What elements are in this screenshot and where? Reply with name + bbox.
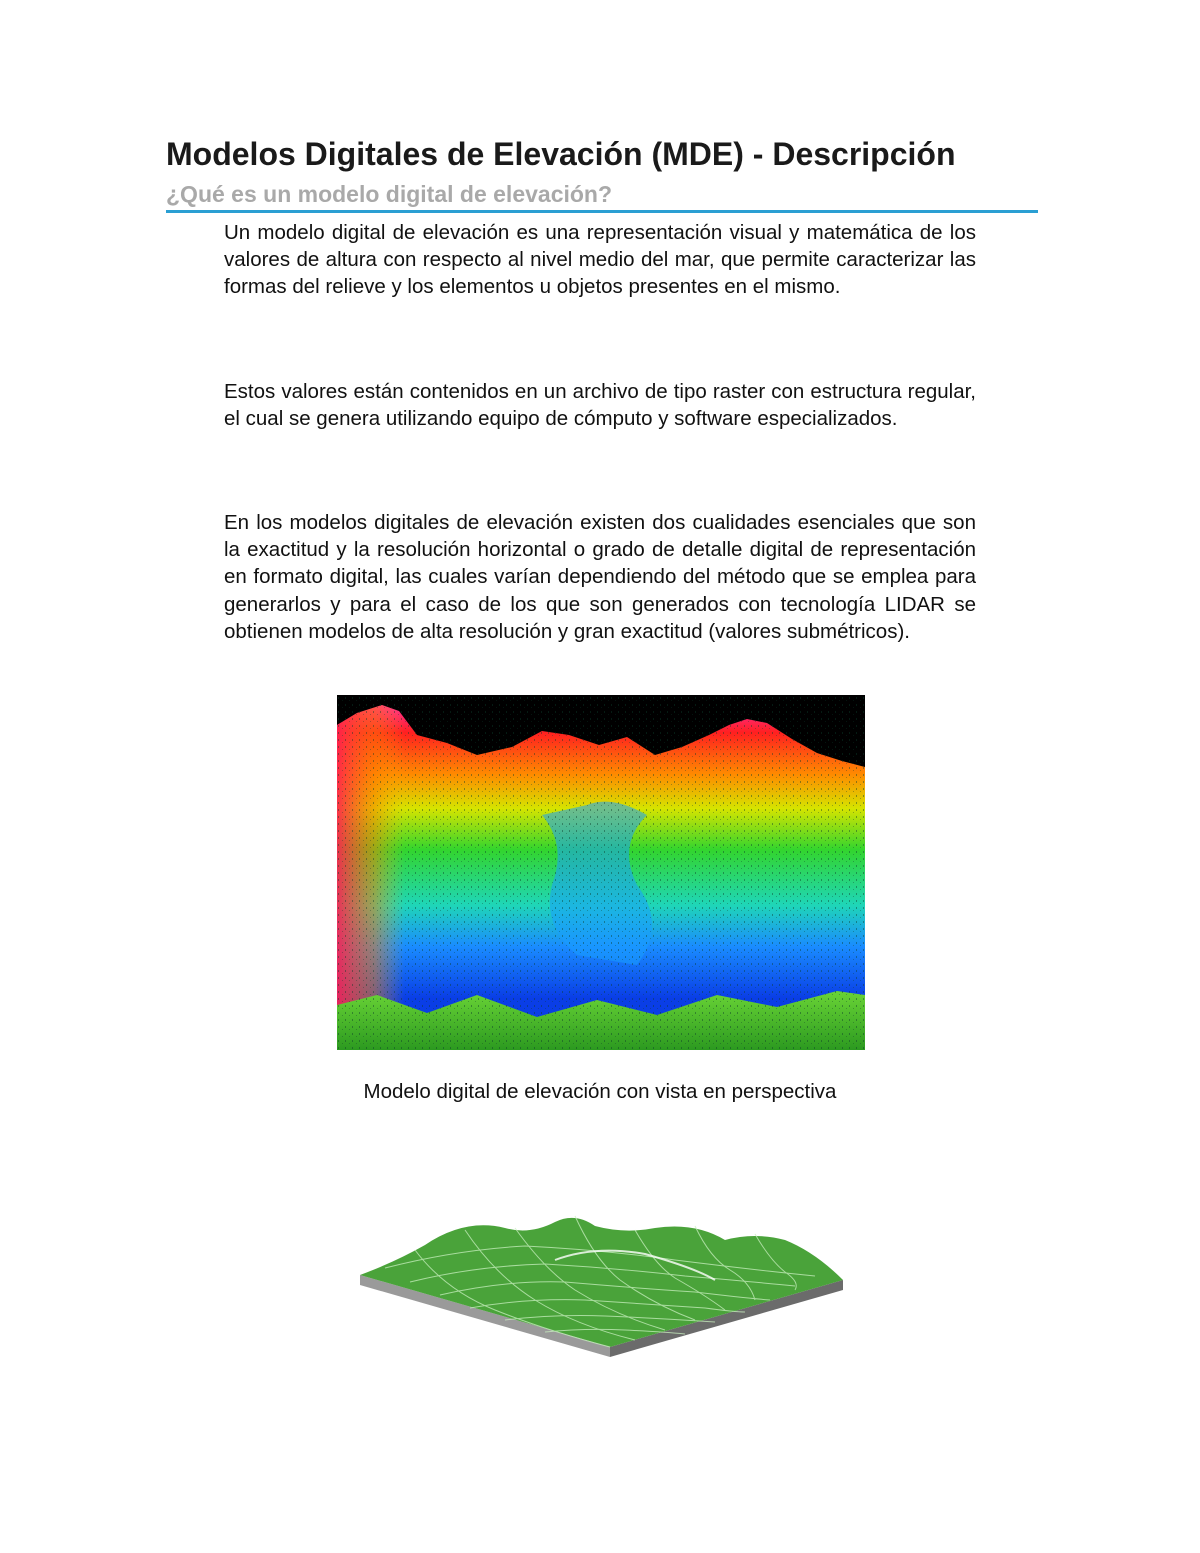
dem-perspective-image — [337, 695, 865, 1050]
terrain-mesh-illustration — [355, 1150, 855, 1370]
paragraph-raster: Estos valores están contenidos en un archivo de tipo raster con estructura regular, el cual se genera utilizando equipo de cómputo y software especializados. — [224, 380, 976, 431]
section-heading: ¿Qué es un modelo digital de elevación? — [166, 181, 1038, 213]
figure-caption: Modelo digital de elevación con vista en perspectiva — [363, 1080, 837, 1103]
paragraph-qualities: En los modelos digitales de elevación existen dos cualidades esenciales que son la exactitud y la resolución horizontal o grado de detalle digital de representación en formato digital, las cuales varían dependiendo del método que se emplea para generarlos y para el caso de los que son generados con tecnología LIDAR se obtienen modelos de alta resolución y gran exactitud (valores submétricos). — [224, 511, 976, 643]
paragraph-definition: Un modelo digital de elevación es una representación visual y matemática de los valores de altura con respecto al nivel medio del mar, que permite caracterizar las formas del relieve y los elementos u objetos presentes en el mismo. — [224, 221, 976, 299]
terrain-mesh-image — [355, 1150, 855, 1370]
dem-terrain-illustration — [337, 695, 865, 1050]
page-title: Modelos Digitales de Elevación (MDE) - Descripción — [166, 136, 956, 172]
